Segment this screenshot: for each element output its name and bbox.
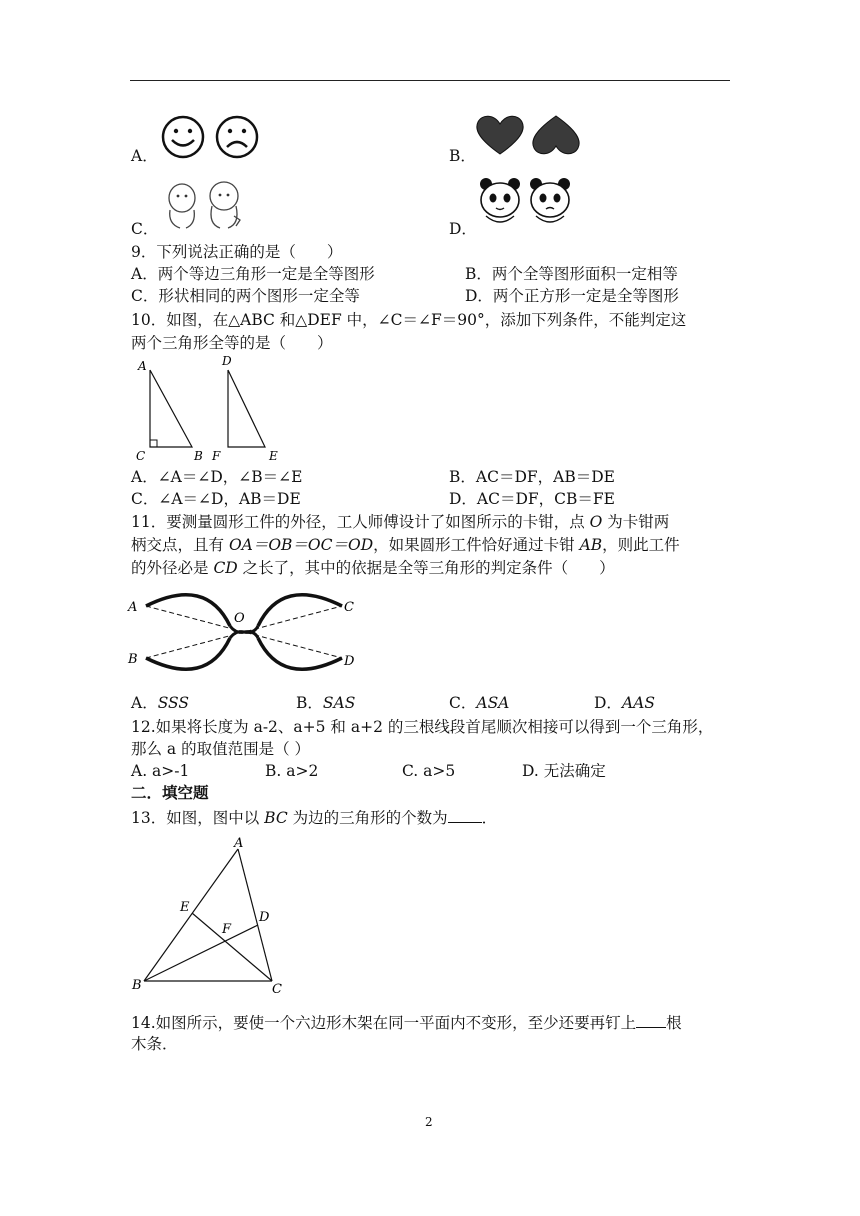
q11-stem-line3: 的外径必是 CD 之长了，其中的依据是全等三角形的判定条件（ ） <box>131 559 615 577</box>
q8-option-d-label: D． <box>449 220 477 238</box>
q12-option-d: D. 无法确定 <box>522 762 606 780</box>
heart-spade-image <box>474 112 584 158</box>
q9-option-d: D．两个正方形一定是全等图形 <box>465 287 679 305</box>
q8-option-c-label: C． <box>131 220 159 238</box>
q13-triangle-figure <box>126 835 296 995</box>
q10-option-c: C．∠A＝∠D，AB＝DE <box>131 490 301 508</box>
q13-answer-blank[interactable] <box>448 806 482 823</box>
q13-stem: 13．如图，图中以 BC 为边的三角形的个数为 ． <box>131 806 497 828</box>
smiley-faces-image <box>160 114 262 160</box>
q12-option-a: A. a>-1 <box>131 762 190 780</box>
page-number: 2 <box>425 1115 433 1129</box>
q12-option-b: B. a>2 <box>265 762 319 780</box>
q11-stem-line2: 柄交点，且有 OA＝OB＝OC＝OD，如果圆形工件恰好通过卡钳 AB，则此工件 <box>131 536 680 554</box>
q10-label-d: D <box>222 354 232 368</box>
q11-option-c: C．ASA <box>449 694 510 712</box>
q8-option-a-label: A． <box>131 147 158 165</box>
caliper-label-a: A <box>128 600 138 615</box>
q13-label-d: D <box>259 910 270 925</box>
caliper-label-c: C <box>344 600 354 615</box>
q12-stem-line2: 那么 a 的取值范围是（ ） <box>131 740 311 758</box>
q11-stem-line1: 11．要测量圆形工件的外径，工人师傅设计了如图所示的卡钳，点 O 为卡钳两 <box>131 513 670 531</box>
q13-label-e: E <box>180 900 190 915</box>
q10-label-e: E <box>269 449 278 463</box>
q10-stem-line2: 两个三角形全等的是（ ） <box>131 334 333 352</box>
q9-stem: 9．下列说法正确的是（ ） <box>131 243 343 261</box>
caliper-label-d: D <box>344 654 355 669</box>
q9-option-b: B．两个全等图形面积一定相等 <box>465 265 678 283</box>
q11-option-d: D．AAS <box>594 694 655 712</box>
q14-answer-blank[interactable] <box>636 1011 666 1028</box>
q13-label-b: B <box>132 978 142 993</box>
q10-label-f: F <box>212 449 221 463</box>
q10-label-b: B <box>194 449 203 463</box>
panda-faces-image <box>476 176 576 230</box>
q10-option-a: A．∠A＝∠D，∠B＝∠E <box>131 468 303 486</box>
q10-stem-line1: 10．如图，在△ABC 和△DEF 中，∠C＝∠F＝90°，添加下列条件，不能判定这 <box>131 311 687 329</box>
q10-triangles-figure <box>130 350 290 465</box>
q11-option-b: B．SAS <box>296 694 356 712</box>
section-heading-fill-blank: 二．填空题 <box>131 783 209 802</box>
cartoon-figures-image <box>160 180 250 232</box>
q12-stem-line1: 12.如果将长度为 a-2、a+5 和 a+2 的三根线段首尾顺次相接可以得到一个三角形， <box>131 718 714 736</box>
caliper-figure <box>126 580 358 685</box>
q14-stem-line2: 木条． <box>131 1035 178 1053</box>
q10-label-c: C <box>136 449 146 463</box>
q9-option-a: A．两个等边三角形一定是全等图形 <box>131 265 375 283</box>
q13-label-c: C <box>272 982 282 995</box>
q9-option-c: C．形状相同的两个图形一定全等 <box>131 287 360 305</box>
q8-option-b-label: B． <box>449 147 476 165</box>
q14-stem-line1: 14.如图所示，要使一个六边形木架在同一平面内不变形，至少还要再钉上 根 <box>131 1011 682 1033</box>
q10-label-a: A <box>138 359 147 373</box>
caliper-label-b: B <box>128 652 138 667</box>
q10-option-b: B．AC＝DF，AB＝DE <box>449 468 615 486</box>
q10-option-d: D．AC＝DF，CB＝FE <box>449 490 615 508</box>
q13-label-a: A <box>234 836 244 851</box>
q13-label-f: F <box>222 922 232 937</box>
header-rule <box>130 80 730 81</box>
q11-option-a: A．SSS <box>131 694 190 712</box>
q12-option-c: C. a>5 <box>402 762 456 780</box>
caliper-label-o: O <box>234 611 245 626</box>
